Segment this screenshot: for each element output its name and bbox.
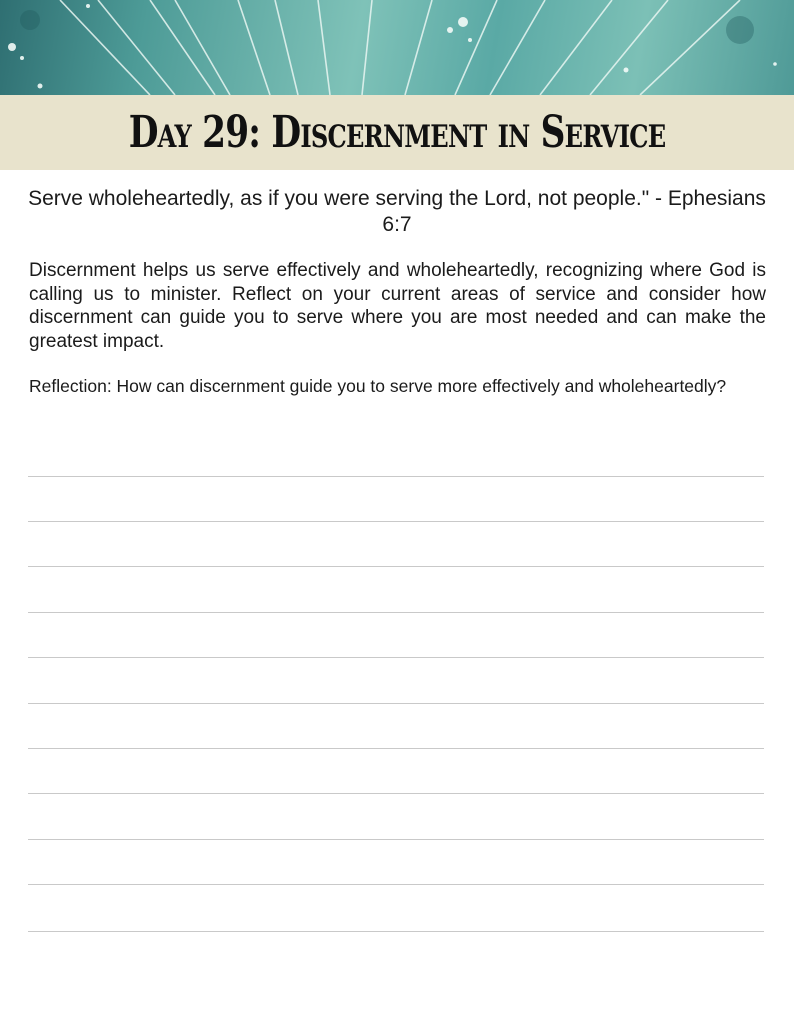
writing-line[interactable] (28, 931, 764, 932)
writing-line[interactable] (28, 884, 764, 885)
writing-line[interactable] (28, 748, 764, 749)
writing-line[interactable] (28, 566, 764, 567)
page-title: Day 29: Discernment in Service (128, 107, 666, 158)
writing-line[interactable] (28, 793, 764, 794)
writing-line[interactable] (28, 657, 764, 658)
reflection-prompt: Reflection: How can discernment guide you to serve more effectively and wholeheartedly? (29, 376, 727, 396)
writing-line[interactable] (28, 703, 764, 704)
writing-line[interactable] (28, 476, 764, 477)
writing-line[interactable] (28, 839, 764, 840)
writing-lines (28, 0, 766, 1028)
writing-line[interactable] (28, 521, 764, 522)
writing-line[interactable] (28, 612, 764, 613)
scripture-verse: Serve wholeheartedly, as if you were serving the Lord, not people." - Ephesians 6:7 (28, 187, 766, 236)
devotional-paragraph: Discernment helps us serve effectively and wholeheartedly, recognizing where God is calling us to minister. Reflect on your current areas of service and consider how discernment can guide you to serve where you are most needed and can make the greatest impact. (29, 260, 766, 352)
